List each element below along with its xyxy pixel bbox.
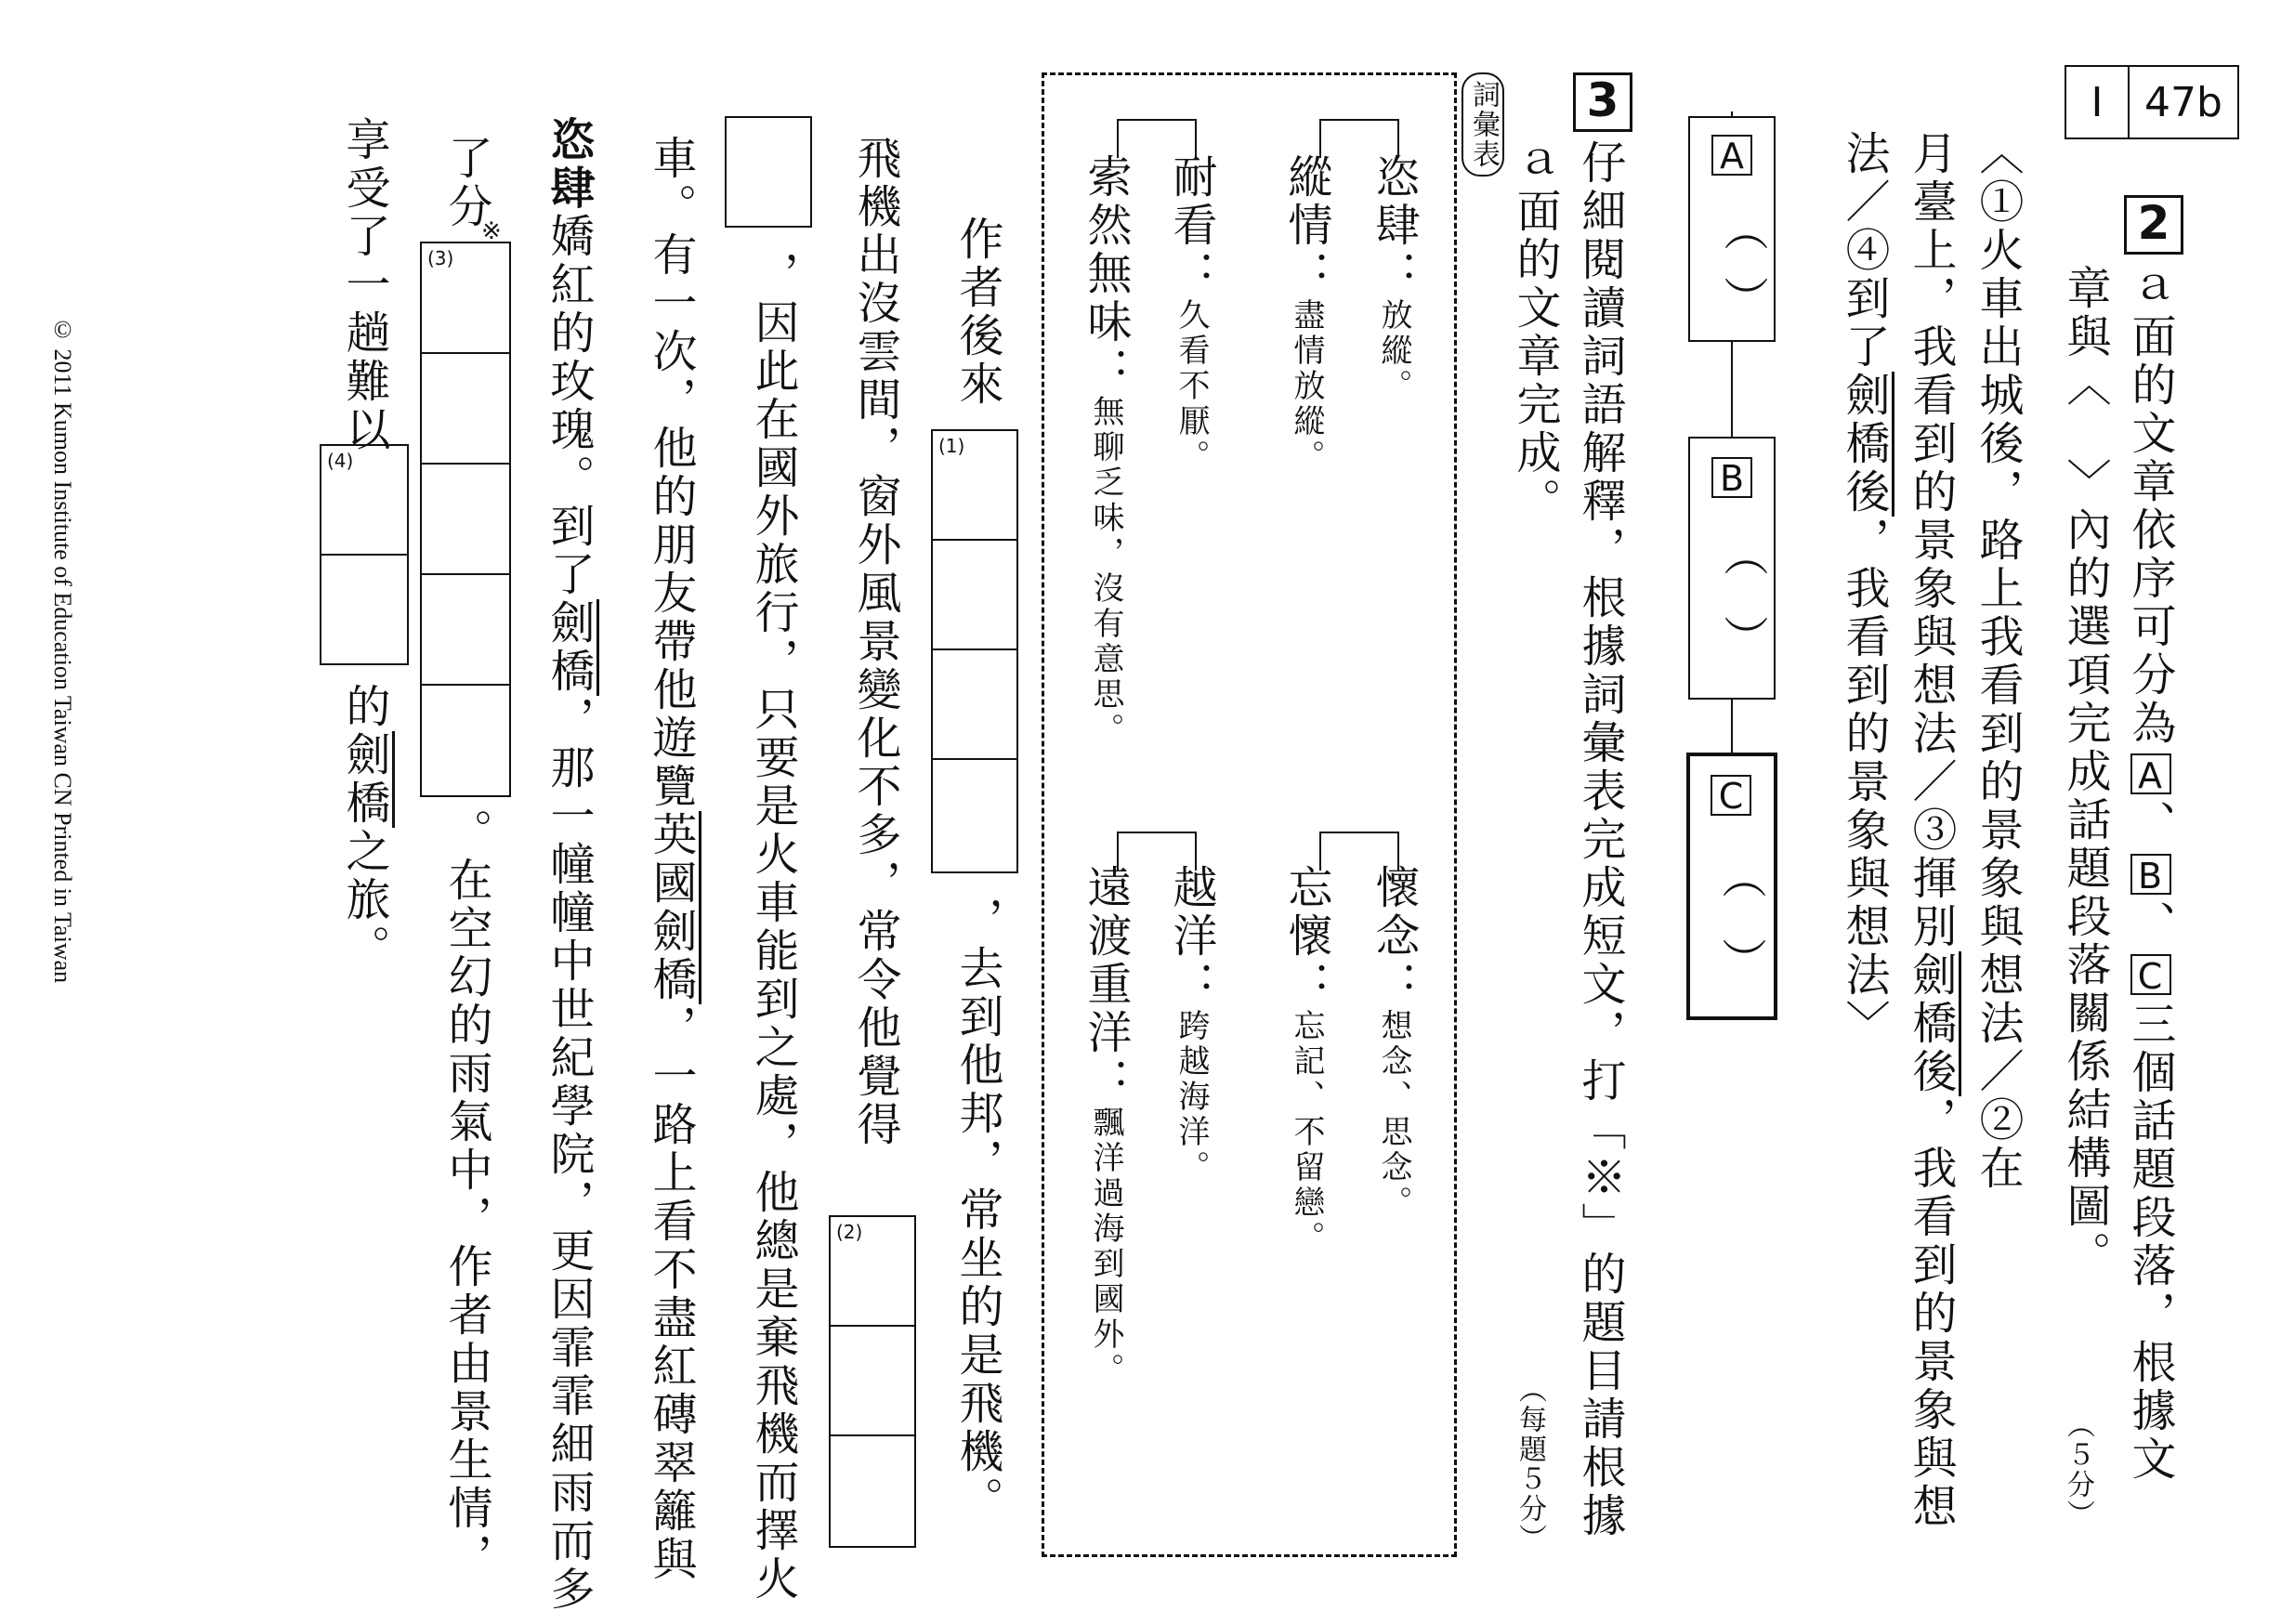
passage-col-1: 作者後來 xyxy=(951,216,1003,409)
answer-blank-4[interactable]: (4) xyxy=(320,444,409,665)
diagram-box-b: B （ ） xyxy=(1688,437,1776,700)
vocab-entry: 索然無味：無聊乏味，沒有意思。 xyxy=(1080,153,1132,748)
vocab-entry: 懷念：想念、思念。 xyxy=(1368,864,1420,1221)
vocab-entry: 恣肆：放縱。 xyxy=(1368,153,1420,404)
option-line-1: 〈①火車出城後，路上我看到的景象與想法／②在 xyxy=(1972,130,2024,1193)
question-2-instruction-2: 章與〈 〉內的選項完成話題段落關係結構圖。 xyxy=(2059,265,2111,1279)
label-b: B xyxy=(2130,856,2170,900)
question-2-score: （５分） xyxy=(2062,1410,2094,1529)
diagram-label-a: A xyxy=(1711,135,1752,176)
passage-col-2: 飛機出沒雲間，窗外風景變化不多，常令他覺得 xyxy=(849,135,901,1149)
diagram-box-c: C （ ） xyxy=(1686,753,1777,1020)
option-line-2: 月臺上，我看到的景象與想法／③揮別劍橋後，我看到的景象與想 xyxy=(1903,130,1959,1531)
answer-blank-2[interactable]: (2) xyxy=(829,1215,916,1548)
passage-col-5: 恣肆嬌紅的玫瑰。到了劍橋，那一幢幢中世紀學院，更因霏霏細雨而多 xyxy=(541,116,596,1614)
page-code: 47b xyxy=(2144,78,2222,126)
diagram-box-a: A （ ） xyxy=(1688,116,1776,342)
passage-col-4: 車。有一次，他的朋友帶他遊覽英國劍橋，一路上看不盡紅磚翠籬與 xyxy=(643,135,699,1584)
question-3-instruction-2: ａ面的文章完成。 xyxy=(1509,139,1561,526)
copyright-footer: © 2011 Kumon Institute of Education Taiwan CN Printed in Taiwan xyxy=(49,316,76,984)
question-3-instruction: 仔細閱讀詞語解釋，根據詞彙表完成短文，打「※」的題目請根據 xyxy=(1574,139,1626,1540)
diagram-label-c: C xyxy=(1711,775,1751,816)
vocab-entry: 遠渡重洋：飄洋過海到國外。 xyxy=(1080,864,1132,1388)
vocab-entry: 越洋：跨越海洋。 xyxy=(1165,864,1217,1185)
passage-col-3: ，因此在國外旅行，只要是火車能到之處，他總是棄飛機而擇火 xyxy=(747,251,799,1604)
passage-col-6b: 。在空幻的雨氣中，作者由景生情， xyxy=(440,808,492,1581)
question-3-number: 3 xyxy=(1573,72,1632,132)
option-line-3: 法／④到了劍橋後，我看到的景象與想法〉 xyxy=(1836,130,1892,1048)
question-2-instruction: ａ面的文章依序可分為A、B、C三個話題段落，根據文 xyxy=(2124,265,2176,1484)
answer-blank-3[interactable]: (3) xyxy=(420,242,511,797)
asterisk-mark: ※ xyxy=(481,217,502,245)
question-3-score: （每題５分） xyxy=(1514,1375,1546,1553)
level-label: I xyxy=(2066,67,2130,138)
answer-blank-2-continued[interactable] xyxy=(725,116,812,228)
vocab-entry: 耐看：久看不厭。 xyxy=(1165,153,1217,475)
passage-col-1b: ，去到他邦，常坐的是飛機。 xyxy=(951,897,1003,1525)
answer-blank-1[interactable]: (1) xyxy=(931,429,1018,873)
vocab-entry: 忘懷：忘記、不留戀。 xyxy=(1280,864,1332,1256)
vocab-entry: 縱情：盡情放縱。 xyxy=(1280,153,1332,475)
label-c: C xyxy=(2130,956,2170,1001)
question-2-number: 2 xyxy=(2124,195,2183,255)
vocab-bracket-1 xyxy=(1319,119,1399,158)
passage-col-7b: 的劍橋之旅。 xyxy=(336,683,392,973)
page-code-box xyxy=(2065,65,2239,139)
label-a: A xyxy=(2130,755,2170,800)
passage-col-6: 了分 xyxy=(440,135,492,231)
vocab-title: 詞彙表 xyxy=(1462,72,1504,177)
diagram-label-b: B xyxy=(1711,457,1752,498)
passage-col-7: 享受了一趟難以 xyxy=(338,116,390,454)
vocab-bracket-2 xyxy=(1117,119,1197,158)
